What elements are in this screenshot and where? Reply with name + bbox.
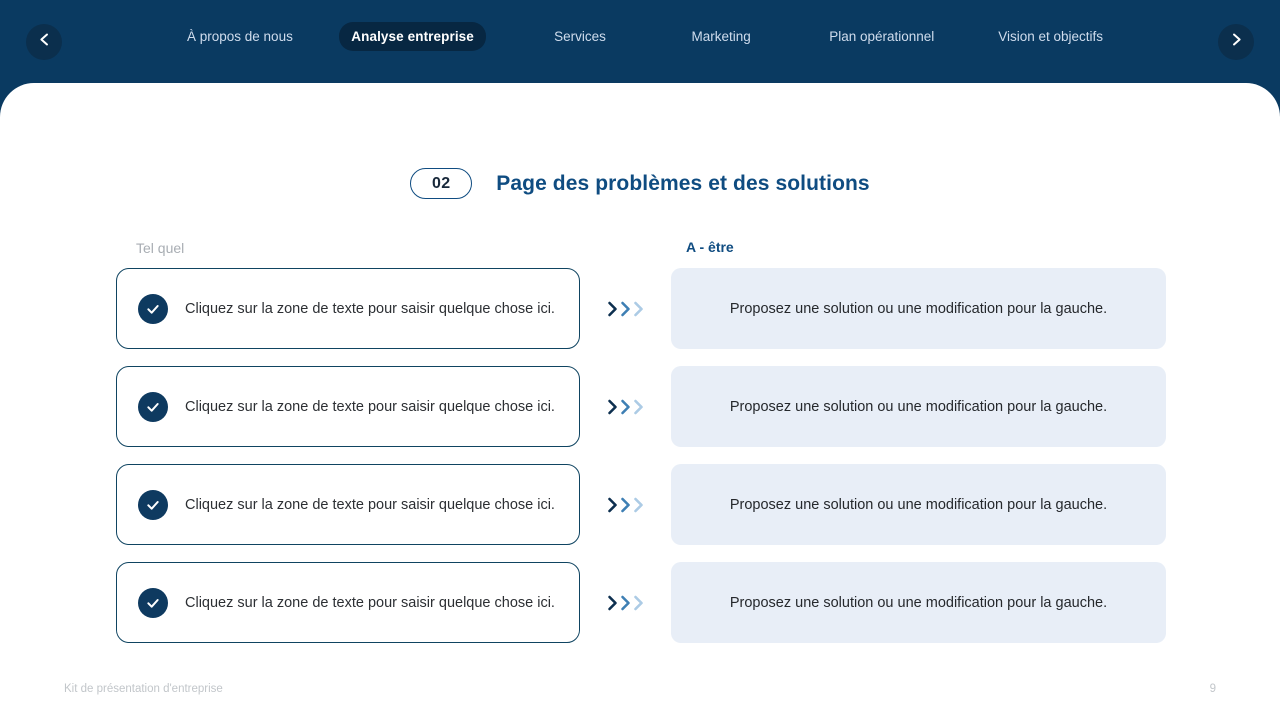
- problem-textbox-1[interactable]: [116, 268, 580, 349]
- solution-text-2: Proposez une solution ou une modification pour la gauche.: [729, 398, 1108, 415]
- footer-label: Kit de présentation d'entreprise: [64, 683, 223, 695]
- next-slide-button[interactable]: [1218, 24, 1254, 60]
- solution-text-1: Proposez une solution ou une modification pour la gauche.: [729, 300, 1108, 317]
- problem-text-2: Cliquez sur la zone de texte pour saisir quelque chose ici.: [185, 398, 555, 415]
- triple-chevron-right-icon: [606, 397, 646, 417]
- sidebar-item-plan-operationnel[interactable]: Plan opérationnel: [829, 28, 935, 44]
- section-number-badge: 02: [410, 168, 472, 199]
- page-number: 9: [1209, 683, 1216, 695]
- page-title: Page des problèmes et des solutions: [496, 171, 870, 195]
- problem-text-3: Cliquez sur la zone de texte pour saisir quelque chose ici.: [185, 496, 555, 513]
- page-title-row: [0, 168, 1280, 199]
- nav-item-list: [175, 0, 1115, 72]
- problem-text-4: Cliquez sur la zone de texte pour saisir quelque chose ici.: [185, 594, 555, 611]
- chevron-right-icon: [1229, 32, 1244, 52]
- slide-content-area: [0, 83, 1280, 720]
- triple-chevron-right-icon: [606, 299, 646, 319]
- table-row: [0, 562, 1280, 643]
- problem-textbox-3[interactable]: [116, 464, 580, 545]
- table-row: [0, 464, 1280, 545]
- column-header-as-is: Tel quel: [136, 240, 185, 256]
- table-row: [0, 366, 1280, 447]
- problem-solution-rows: [0, 268, 1280, 660]
- check-circle-icon: [138, 392, 168, 422]
- sidebar-item-vision-objectifs[interactable]: Vision et objectifs: [998, 28, 1104, 44]
- check-circle-icon: [138, 294, 168, 324]
- triple-chevron-right-icon: [606, 593, 646, 613]
- sidebar-item-analyse-entreprise[interactable]: Analyse entreprise: [339, 22, 486, 51]
- sidebar-item-marketing[interactable]: Marketing: [691, 28, 751, 44]
- solution-textbox-2[interactable]: [671, 366, 1166, 447]
- problem-textbox-2[interactable]: [116, 366, 580, 447]
- sidebar-item-a-propos[interactable]: À propos de nous: [187, 28, 293, 44]
- problem-text-1: Cliquez sur la zone de texte pour saisir quelque chose ici.: [185, 300, 555, 317]
- solution-text-3: Proposez une solution ou une modification pour la gauche.: [729, 496, 1108, 513]
- table-row: [0, 268, 1280, 349]
- check-circle-icon: [138, 490, 168, 520]
- solution-text-4: Proposez une solution ou une modification pour la gauche.: [729, 594, 1108, 611]
- sidebar-item-services[interactable]: Services: [554, 28, 606, 44]
- triple-chevron-right-icon: [606, 495, 646, 515]
- check-circle-icon: [138, 588, 168, 618]
- solution-textbox-4[interactable]: [671, 562, 1166, 643]
- solution-textbox-3[interactable]: [671, 464, 1166, 545]
- previous-slide-button[interactable]: [26, 24, 62, 60]
- top-navigation-bar: [0, 0, 1280, 90]
- chevron-left-icon: [37, 32, 52, 52]
- solution-textbox-1[interactable]: [671, 268, 1166, 349]
- column-header-to-be: A - être: [686, 239, 734, 255]
- problem-textbox-4[interactable]: [116, 562, 580, 643]
